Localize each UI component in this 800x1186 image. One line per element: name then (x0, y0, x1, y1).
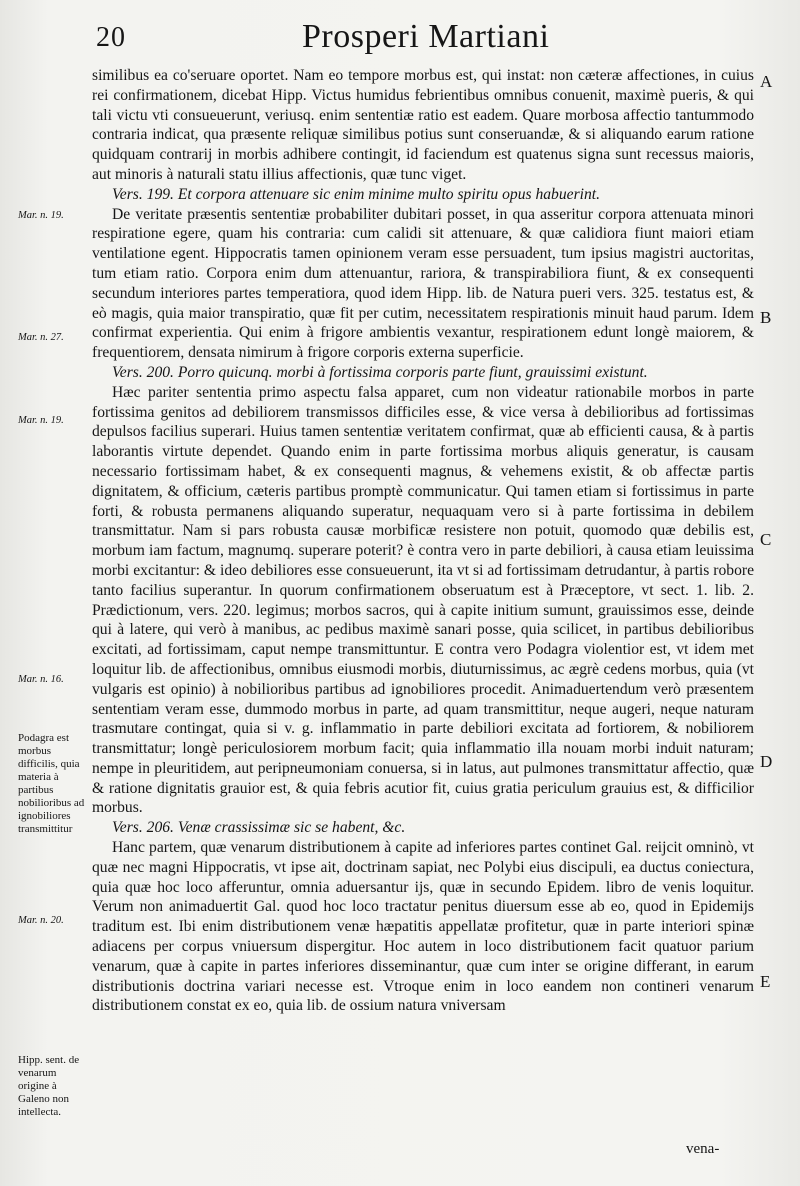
page-number: 20 (96, 22, 126, 53)
paragraph-1: similibus ea co'seruare oportet. Nam eo tempore morbus est, qui instat: non cæteræ affectiones, in cuius rei confirmationem, dicebat Hipp. Victus humidus febrientibus omnibus conuenit, maximè pueris, & qui tali victu vti consueuerunt, veriusq. enim sententiæ ratio est eadem. Quare morbosa affectio tantummodo contraria indicat, qua præsente reliquæ similibus potius sunt conseruandæ, & si aliquando earum ratione quidquam contrarij in morbis adhibere contingit, id faciendum est quatenus signa sunt recessus maioris, aut minoris à naturali statu illius affectionis, quæ tunc viget. (92, 67, 754, 183)
lemma-vers-200: Vers. 200. Porro quicunq. morbi à fortissima corporis parte fiunt, grauissimi existunt. (112, 363, 648, 381)
side-note-podagra: Podagra est morbus difficilis, quia materia à partibus nobilioribus ad ignobiliores transmittitur (18, 732, 85, 835)
margin-ref-mar-16: Mar. n. 16. (18, 674, 64, 685)
margin-letter-c: C (760, 530, 772, 549)
margin-letter-d: D (760, 752, 773, 771)
margin-letter-a: A (760, 72, 773, 91)
running-head: Prosperi Martiani (302, 18, 550, 55)
paragraph-2: De veritate præsentis sententiæ probabiliter dubitari posset, in qua asseritur corpora attenuata minori respiratione egere, quam his contraria: cum calidi sit attenuare, & quæ calidiora fiunt maiori etiam ventilatione egent. Hippocratis tamen opinionem veram esse persuadent, tum ipsius magistri auctoritas, tum etiam ratio. Corpora enim dum attenuantur, rariora, & transpirabiliora fiunt, & ex consequenti secundum interiores partes temperatiora, quod idem Hipp. lib. de Natura pueri vers. 325. testatus est, & eò magis, quia maior transpiratio, quæ fit per cutim, necessitatem respirationis minuit haud parum. Idem confirmat experientia. Qui enim à frigore ambientis vexantur, respirationem edunt longè maiorem, & frequentiorem, densata nimirum à frigore corporis externa superficie. (92, 205, 754, 362)
margin-letter-e: E (760, 972, 771, 991)
margin-ref-mar-19b: Mar. n. 19. (18, 415, 64, 426)
margin-ref-mar-20: Mar. n. 20. (18, 915, 64, 926)
lemma-vers-206: Vers. 206. Venæ crassissimæ sic se habent, &c. (112, 819, 406, 837)
paragraph-4: Hanc partem, quæ venarum distributionem à capite ad inferiores partes continet Gal. reijcit omninò, vt quæ nec magni Hippocratis, vt ipse ait, doctrinam sapiat, nec Polybi eius discipuli, ea ductus coniectura, quia quæ hoc loco afferuntur, omnia aduersantur ijs, quæ in secundo Epidem. libro de venis loquitur. Verum non animaduertit Gal. quod hoc loco tractatur penitus diuersum esse ab eo, quod in Epidemijs traditum est. Ibi enim distributionem venæ hæpatitis appellatæ profitetur, quæ in parte interiori spinæ adiacens per corpus vniuersum dispergitur. Hoc autem in loco distributionem facit quatuor parium venarum, quæ à capite in partes inferiores disseminantur, quæ cum inter se origine differant, in earum distributionis doctrina variari necesse est. Vtroque enim in loco eandem non contineri venarum distributionem constat ex eo, quia lib. de ossium natura vniversam (92, 839, 754, 1015)
page-header (96, 20, 696, 60)
paragraph-3: Hæc pariter sententia primo aspectu falsa apparet, cum non videatur rationabile morbos in parte fortissima genitos ad debiliorem transmissos difficiles esse, & vice versa à debilioribus ad fortissimas depulsos facilius superari. Huius tamen sententiæ veritatem confirmat, quæ ab efficienti causa, & à partis laborantis virtute dependet. Quando enim in parte fortissima morbus aliquis generatur, is causam necessario fortissimam habet, & ex consequenti magnus, & vehemens existit, & ob affectæ partis dignitatem, & officium, cæteris partibus promptè communicatur. Qui tamen etiam si fortissimus in parte forti, & robusta permanens aliquando superatur, nequaquam vero si à parte fortissima in debilem transmittatur. Nam si pars robusta causæ morbificæ resistere non potuit, quomodo quæ debilis est, morbum iam factum, magnumq. superare poterit? è contra vero in parte debiliori, à causa etiam leuissima morbi excitantur: & ideo debiliores esse consueuerunt, ita vt si ad fortissimam detrudantur, à partis robore tanto facilius superantur. In quorum confirmationem obseruatum est à Præceptore, vt sect. 1. lib. 2. Prædictionum, vers. 220. legimus; morbos sacros, qui à capite initium sumunt, grauissimos esse, deinde qui à latere, qui verò à manibus, ac pedibus maximè sanari posse, quia scilicet, in partibus debilioribus excitati, ad fortissimam, caput nempe transmittuntur. E contra vero Podagra violentior est, vt idem met loquitur lib. de affectionibus, omnibus eiusmodi morbis, diuturnissimus, ac ægrè cedens morbus, quia (vt vulgaris est opinio) à nobilioribus partibus ad ignobiliores procedit. Animaduertendum verò præsentem sententiam veram esse, dummodo morbus in parte, ad quam transmittitur, neque augeri, neque naturam trasmutare contingat, quia si v. g. inflammatio in parte debiliori excitata ad fortiorem, & nobiliorem transmittatur; longè periculosiorem morbum facit; quia inflammatio illa nouam morbi induit naturam; nempe in pleuritidem, aut peripneumoniam conuersa, si in latus, aut pulmones transmittatur affectio, quæ & ratione dignitatis grauior est, & quia febris acutior fit, cuius gratia periculum grauius est, & difficilior morbus. (92, 383, 754, 817)
catchword: vena- (686, 1141, 720, 1157)
main-text (92, 66, 754, 1016)
margin-ref-mar-19a: Mar. n. 19. (18, 210, 64, 221)
margin-letter-b: B (760, 308, 772, 327)
margin-ref-mar-27: Mar. n. 27. (18, 332, 64, 343)
lemma-vers-199: Vers. 199. Et corpora attenuare sic enim minime multo spiritu opus habuerint. (112, 185, 600, 203)
side-note-hipp: Hipp. sent. de venarum origine à Galeno non intellecta. (18, 1054, 80, 1118)
